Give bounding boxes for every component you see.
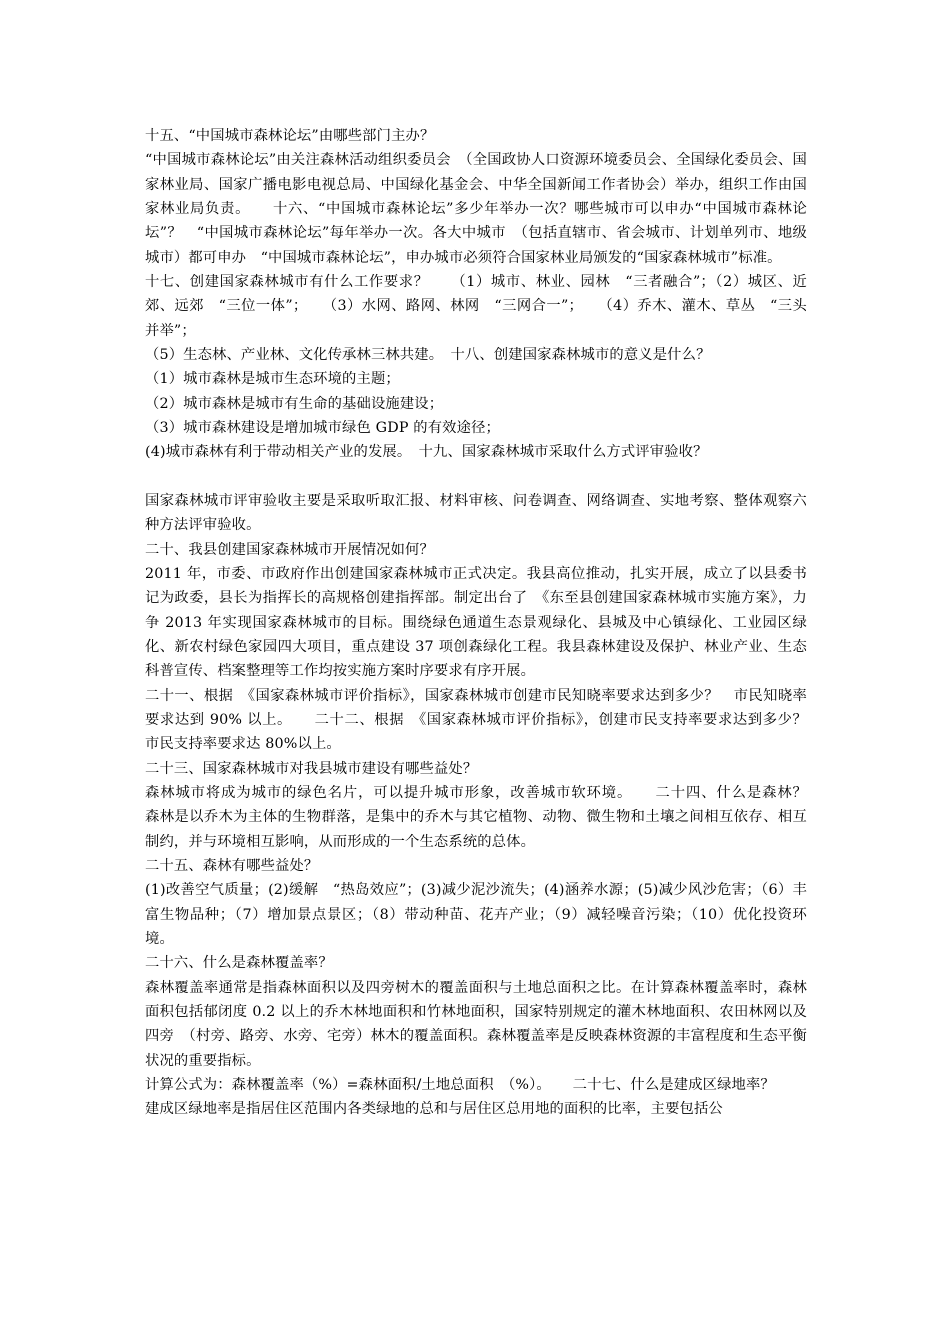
document-body — [145, 124, 836, 1122]
paragraph: （3）城市森林建设是增加城市绿色 GDP 的有效途径； — [145, 420, 500, 437]
blank-line — [145, 465, 807, 489]
paragraph: 二十三、国家森林城市对我县城市建设有哪些益处？ — [145, 760, 478, 777]
paragraph: 森林覆盖率通常是指森林面积以及四旁树木的覆盖面积与土地总面积之比。在计算森林覆盖率时，森林面积包括郁闭度 0.2 以上的乔木林地面积和竹林地面积，国家特别规定的灌木林地面积、农田林网以及四旁 （村旁、路旁、水旁、宅旁）林木的覆盖面积。森林覆盖率是反映森林资源的丰富程度和生态平衡状况的重要指标。 — [145, 979, 807, 1069]
paragraph: 建成区绿地率是指居住区范围内各类绿地的总和与居住区总用地的面积的比率，主要包括公 — [145, 1101, 723, 1118]
paragraph: 十五、“中国城市森林论坛”由哪些部门主办？ — [145, 128, 435, 144]
paragraph: 二十一、根据 《国家森林城市评价指标》，国家森林城市创建市民知晓率要求达到多少？ 市民知晓率要求达到 90% 以上。 二十二、根据 《国家森林城市评价指标》，创建市民支持率要求达到多少？ 市民支持率要求达 80%以上。 — [145, 687, 836, 753]
paragraph: 二十六、什么是森林覆盖率？ — [145, 955, 333, 972]
paragraph: 计算公式为：森林覆盖率（%）=森林面积/土地总面积 （%）。 二十七、什么是建成区绿地率？ — [145, 1077, 775, 1094]
paragraph: 二十五、森林有哪些益处？ — [145, 857, 319, 874]
paragraph: (4)城市森林有利于带动相关产业的发展。 十九、国家森林城市采取什么方式评审验收？ — [145, 444, 708, 461]
paragraph: （5）生态林、产业林、文化传承林三林共建。 十八、创建国家森林城市的意义是什么？ — [145, 347, 711, 364]
paragraph: （2）城市森林是城市有生命的基础设施建设； — [145, 395, 444, 412]
paragraph: 十七、创建国家森林城市有什么工作要求？ （1）城市、林业、园林 “三者融合”；（2）城区、近郊、远郊 “三位一体”； （3）水网、路网、林网 “三网合一”； （4）乔木、灌木、草丛 “三头并举”； — [145, 274, 807, 339]
paragraph: “中国城市森林论坛”由关注森林活动组织委员会 （全国政协人口资源环境委员会、全国绿化委员会、国家林业局、国家广播电影电视总局、中国绿化基金会、中华全国新闻工作者协会）举办，组织工作由国家林业局负责。 十六、“中国城市森林论坛”多少年举办一次？哪些城市可以申办“中国城市森林论坛”？ “中国城市森林论坛”每年举办一次。各大中城市 （包括直辖市、省会城市、计划单列市、地级城市）都可申办 “中国城市森林论坛”，申办城市必须符合国家林业局颁发的“国家森林城市”标准。 — [145, 152, 807, 266]
paragraph: (1)改善空气质量；(2)缓解 “热岛效应”；(3)减少泥沙流失；(4)涵养水源；(5)减少风沙危害；（6）丰富生物品种；（7）增加景点景区；（8）带动种苗、花卉产业；（9）减轻噪音污染；（10）优化投资环境。 — [145, 882, 807, 947]
paragraph: 国家森林城市评审验收主要是采取听取汇报、材料审核、问卷调查、网络调查、实地考察、整体观察六种方法评审验收。 — [145, 492, 807, 534]
paragraph: 森林城市将成为城市的绿色名片，可以提升城市形象，改善城市软环境。 二十四、什么是森林？ 森林是以乔木为主体的生物群落，是集中的乔木与其它植物、动物、微生物和土壤之间相互依存、相互制约，并与环境相互影响，从而形成的一个生态系统的总体。 — [145, 784, 836, 850]
paragraph: 二十、我县创建国家森林城市开展情况如何？ — [145, 541, 434, 558]
paragraph: （1）城市森林是城市生态环境的主题； — [145, 371, 400, 388]
paragraph: 2011 年，市委、市政府作出创建国家森林城市正式决定。我县高位推动，扎实开展，成立了以县委书记为政委，县长为指挥长的高规格创建指挥部。制定出台了 《东至县创建国家森林城市实施方案》，力争 2013 年实现国家森林城市的目标。围绕绿色通道生态景观绿化、县城及中心镇绿化、工业园区绿化、新农村绿色家园四大项目，重点建设 37 项创森绿化工程。我县森林建设及保护、林业产业、生态科普宣传、档案整理等工作均按实施方案时序要求有序开展。 — [145, 565, 807, 680]
